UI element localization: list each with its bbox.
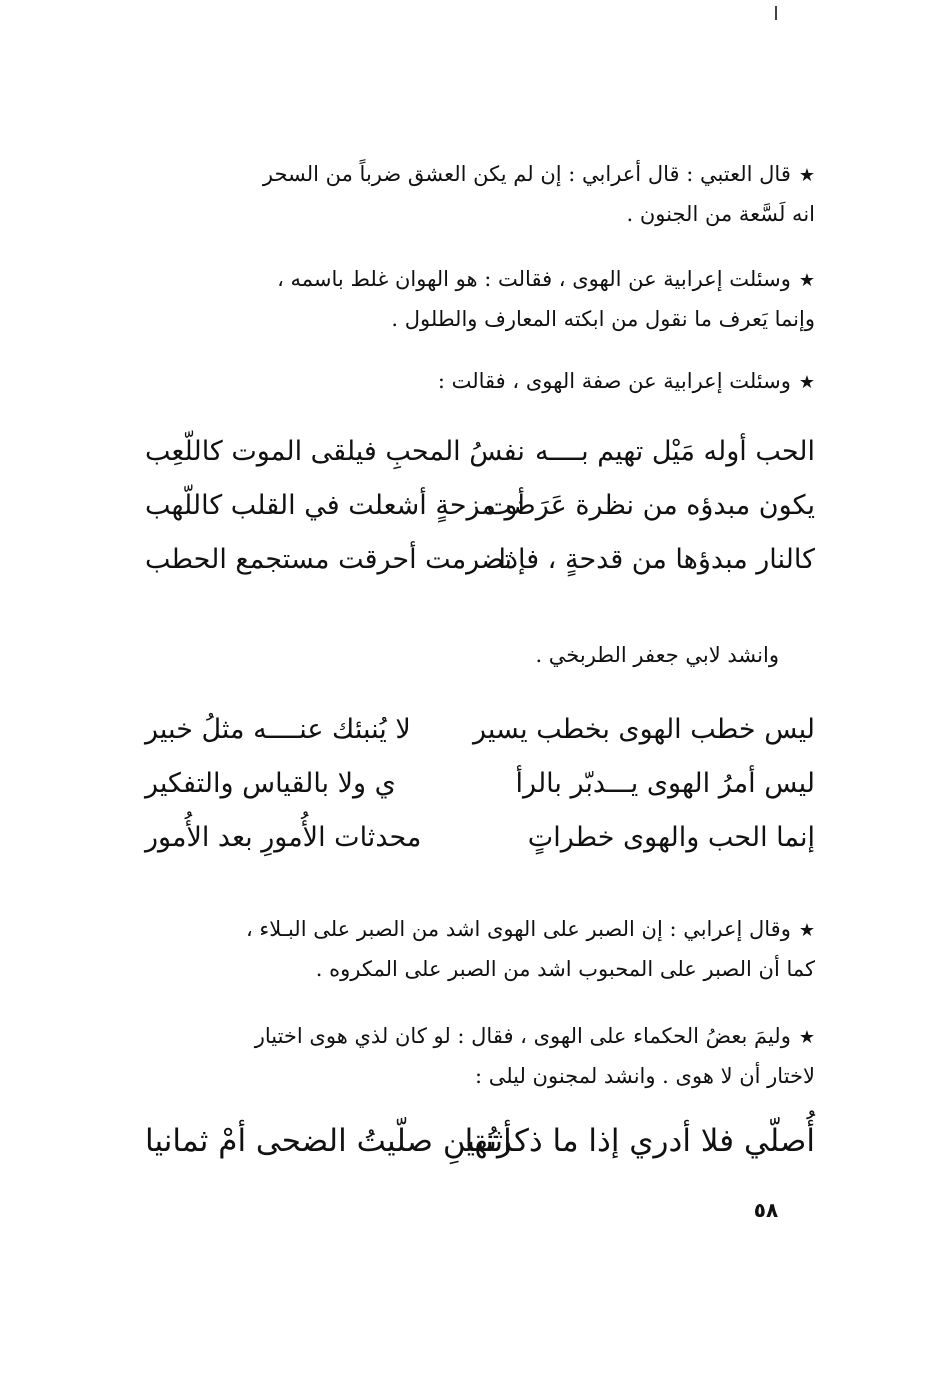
verse-first-hemistich: ليس أمرُ الهوى يـــدبّر بالرأ	[515, 768, 815, 799]
verse	[145, 811, 815, 865]
margin-mark	[775, 6, 777, 20]
paragraph-line: ★قال العتبي : قال أعرابي : إن لم يكن العشق ضرباً من السحر	[262, 162, 815, 186]
paragraph-line: كما أن الصبر على المحبوب اشد من الصبر على المكروه .	[315, 957, 815, 981]
paragraph-hawa-definition	[145, 260, 815, 338]
verse-second-hemistich: أو مزحةٍ أشعلت في القلب كاللّهب	[145, 490, 526, 521]
paragraph-line: وإنما يَعرف ما نقول من ابكته المعارف والطلول .	[391, 307, 815, 331]
verse-second-hemistich: ي ولا بالقياس والتفكير	[145, 768, 396, 799]
paragraph-line: ★وسئلت إعرابية عن الهوى ، فقالت : هو الهوان غلط باسمه ،	[277, 267, 815, 291]
paragraph-line: ★وليمَ بعضُ الحكماء على الهوى ، فقال : لو كان لذي هوى اختيار	[254, 1024, 815, 1048]
paragraph-line: ★وسئلت إعرابية عن صفة الهوى ، فقالت :	[437, 369, 815, 393]
verse-first-hemistich: إنما الحب والهوى خطراتٍ	[527, 822, 815, 853]
verse-first-hemistich: ليس خطب الهوى بخطب يسير	[473, 714, 815, 745]
verse	[145, 1110, 815, 1172]
verse	[145, 533, 815, 587]
verse-first-hemistich: الحب أوله مَيْل تهيم بــــه	[534, 436, 815, 467]
verse-second-hemistich: أثنتينِ صلّيتُ الضحى أمْ ثمانيا	[145, 1123, 512, 1159]
star-icon: ★	[798, 920, 815, 941]
verse-second-hemistich: محدثات الأُمورِ بعد الأُمور	[145, 822, 422, 853]
paragraph-patience	[145, 910, 815, 988]
paragraph-line: انه لَسَّعة من الجنون .	[626, 202, 815, 226]
verse-second-hemistich: لا يُنبئك عنــــه مثلُ خبير	[145, 714, 411, 745]
paragraph-line: لاختار أن لا هوى . وانشد لمجنون ليلى :	[474, 1064, 815, 1088]
poem-majnun-layla	[145, 1110, 815, 1172]
verse	[145, 425, 815, 479]
poem-intro-tarbakhi: وانشد لابي جعفر الطربخي .	[535, 643, 779, 667]
verse	[145, 757, 815, 811]
paragraph-utbi	[145, 155, 815, 233]
paragraph-hawa-description	[145, 362, 815, 402]
star-icon: ★	[798, 165, 815, 186]
verse-first-hemistich: يكون مبدؤه من نظرة عَرَضت	[486, 490, 815, 521]
verse-first-hemistich: كالنار مبدؤها من قدحةٍ ، فإذا	[498, 544, 815, 575]
verse-first-hemistich: أُصلّي فلا أدري إذا ما ذكرتُها	[464, 1123, 815, 1159]
verse-second-hemistich: نفسُ المحبِ فيلقى الموت كاللّعِب	[145, 436, 525, 467]
verse-second-hemistich: تضرمت أحرقت مستجمع الحطب	[145, 544, 512, 575]
verse	[145, 703, 815, 757]
paragraph-wise-man	[145, 1017, 815, 1095]
verse	[145, 479, 815, 533]
star-icon: ★	[798, 270, 815, 291]
page-number: ٥٨	[753, 1198, 779, 1222]
poem-love-beginning	[145, 425, 815, 587]
star-icon: ★	[798, 1027, 815, 1048]
poem-tarbakhi	[145, 703, 815, 865]
paragraph-line: ★وقال إعرابي : إن الصبر على الهوى اشد من الصبر على البـلاء ،	[245, 917, 815, 941]
star-icon: ★	[798, 372, 815, 393]
